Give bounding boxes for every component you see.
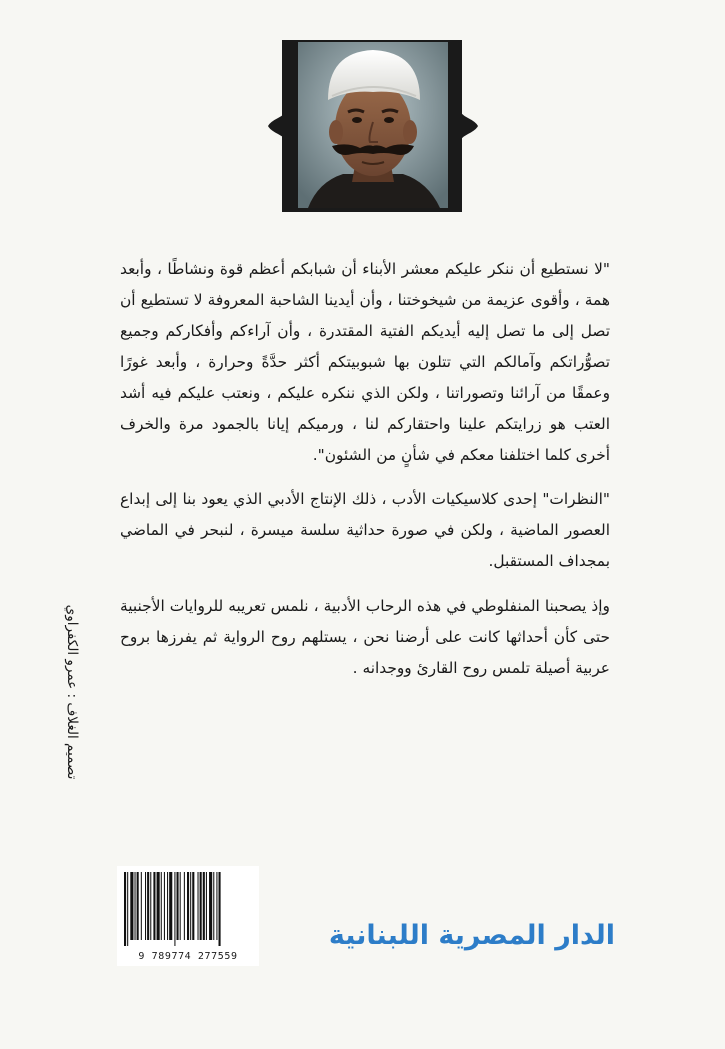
barcode-bar (177, 872, 179, 940)
barcode-bar (147, 872, 149, 940)
barcode-bar (187, 872, 189, 940)
barcode-bar (130, 872, 133, 940)
barcode-bar (157, 872, 160, 940)
barcode-bar (219, 872, 221, 946)
barcode-bar (141, 872, 142, 940)
barcode-bar (209, 872, 212, 940)
author-quote-paragraph: "لا نستطيع أن ننكر عليكم معشر الأبناء أن شبابكم أعظم قوة ونشاطًا ، وأبعد همة ، وأقوى عزيمة من شيخوختنا ، وأن أيدينا الشاحبة المعروفة لا تستطيع أن تصل إلى ما تصل إليه أيديكم الفتية المقتدرة ، وأن آراءكم وأفكاركم وجميع تصوُّراتكم وآمالكم التي تتلون بها شبوبيتكم أكثر حدَّةً وحرارة ، وأبعد غورًا وعمقًا من آرائنا وتصوراتنا ، ولكن الذي ننكره عليكم ، ونعتب عليكم فيه أشد العتب هو زرايتكم علينا واحتقاركم لنا ، ورميكم إيانا بالجمود مرة والخرف أخرى كلما اختلفنا معكم في شأنٍ من الشئون". (120, 260, 610, 464)
barcode-bar (145, 872, 146, 940)
frame-ornament-left-icon (268, 106, 296, 146)
barcode-bar (137, 872, 139, 940)
publisher-logo: الدار المصرية اللبنانية (328, 920, 615, 951)
barcode-bar (192, 872, 194, 940)
barcode-bar (180, 872, 181, 940)
barcode-bar (124, 872, 126, 946)
barcode-bar (167, 872, 168, 940)
barcode-bar (161, 872, 162, 940)
barcode-bar (200, 872, 202, 940)
barcode-bar (184, 872, 185, 940)
barcode-bar (190, 872, 191, 940)
barcode-bar (153, 872, 155, 940)
barcode-bar (135, 872, 136, 940)
barcode-bar (216, 872, 217, 940)
author-portrait-frame (268, 38, 478, 214)
isbn-barcode (117, 866, 259, 966)
barcode-bar (206, 872, 207, 940)
translation-description-paragraph: وإذ يصحبنا المنفلوطي في هذه الرحاب الأدبية ، نلمس تعريبه للروايات الأجنبية حتى كأن أحداثها كانت على أرضنا نحن ، يستلهم روح الرواية ثم يفرزها بروح عربية أصيلة تلمس روح القارئ ووجدانه . (120, 597, 610, 677)
barcode-bar (213, 872, 214, 940)
barcode-bars (124, 872, 252, 946)
barcode-bar (203, 872, 205, 940)
barcode-bar (164, 872, 165, 940)
barcode-bar (127, 872, 128, 946)
back-cover-text (120, 254, 610, 698)
barcode-bar (150, 872, 151, 940)
cover-design-credit: تصميم الغلاف : عمرو الكفراوي (64, 604, 80, 780)
isbn-number: 9 789774 277559 (138, 951, 238, 962)
barcode-bar (174, 872, 175, 946)
barcode-bar (198, 872, 199, 940)
author-portrait (298, 42, 448, 208)
frame-ornament-right-icon (450, 106, 478, 146)
barcode-bar (169, 872, 172, 940)
book-description-paragraph: "النظرات" إحدى كلاسيكيات الأدب ، ذلك الإنتاج الأدبي الذي يعود بنا إلى إبداع العصور الماضية ، ولكن في صورة حداثية سلسة ميسرة ، لنبحر في الماضي بمجداف المستقبل. (120, 490, 610, 570)
